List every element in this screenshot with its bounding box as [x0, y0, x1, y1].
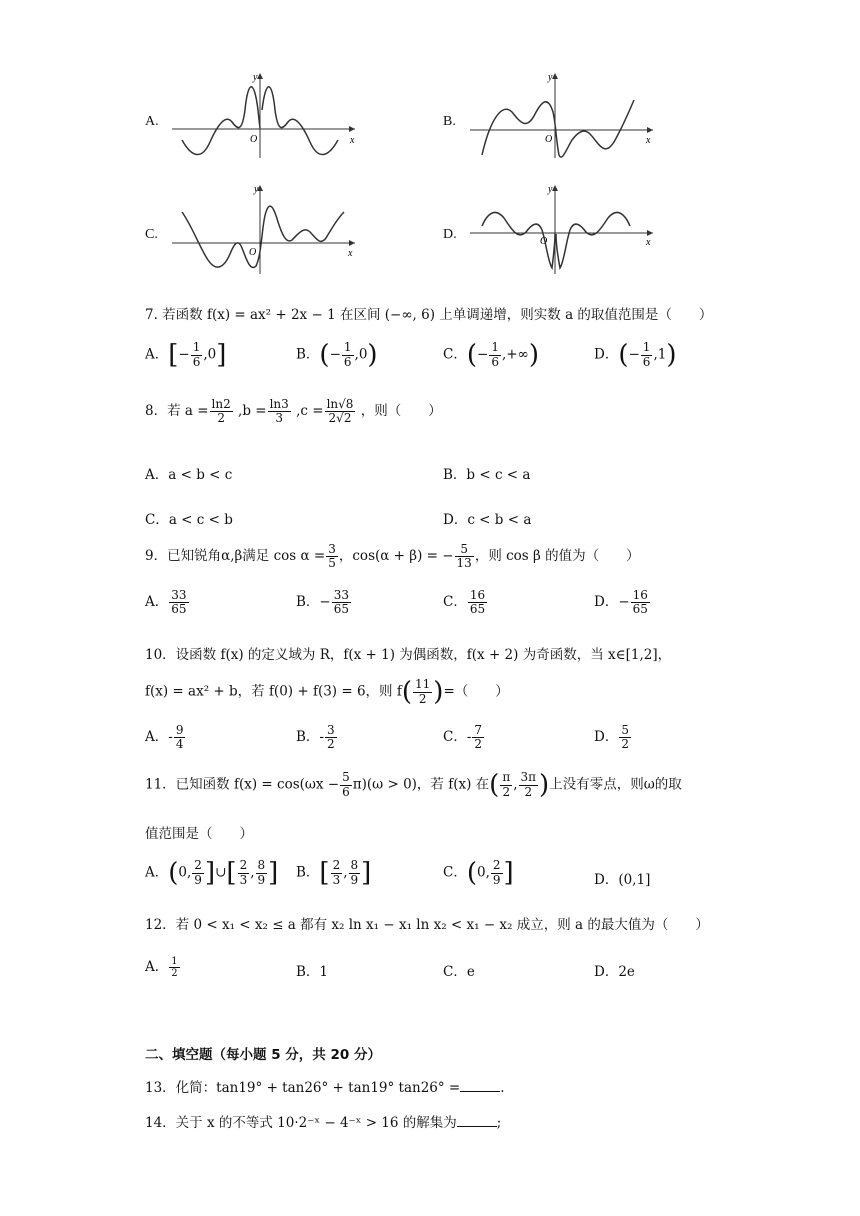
question-10-line1: 10．设函数 f(x) 的定义域为 R，f(x + 1) 为偶函数，f(x + 2) 为奇函数，当 x∈[1,2]， [145, 647, 672, 663]
q10-option-a: A．- $\frac{9}{4}$ [145, 723, 184, 752]
q8-option-a: A．a < b < c [145, 467, 233, 483]
svg-text:x: x [348, 248, 353, 259]
origin-label: O [250, 134, 258, 145]
graph-option-d-label: D. [443, 227, 457, 242]
q12-option-c: C．e [443, 964, 475, 980]
graph-option-b-label: B. [443, 114, 456, 129]
svg-text:x: x [646, 237, 651, 248]
question-7-stem: 7. 若函数 f(x) = ax² + 2x − 1 在区间 (−∞, 6) 上单调递增，则实数 a 的取值范围是（ ） [145, 307, 713, 323]
question-12-stem: 12．若 0 < x₁ < x₂ ≤ a 都有 x₂ ln x₁ − x₁ ln x₂ < x₁ − x₂ 成立，则 a 的最大值为（ ） [145, 917, 709, 933]
q7-option-a: A．[− $\frac{1}{6}$ ,0] [145, 340, 227, 370]
question-11-line1: 11．已知函数 f(x) = cos(ωx − $\frac{5}{6}$ π)(ω > 0)，若 f(x) 在( $\frac{\pi}{2}$ , $\frac{3\pi}{2}$ )上没有零点，则ω的取 [145, 770, 682, 800]
svg-text:y: y [548, 72, 553, 83]
axis-x-label: x [350, 135, 355, 146]
q8-option-b: B．b < c < a [443, 467, 531, 483]
axis-y-label: y [253, 72, 258, 83]
q11-option-d: D．(0,1] [594, 872, 651, 888]
q11-option-b: B．[ $\frac{2}{3}$ , $\frac{8}{9}$ ] [296, 858, 372, 888]
q7-option-b: B．(− $\frac{1}{6}$ ,0) [296, 340, 378, 370]
svg-text:O: O [540, 236, 548, 247]
question-11-line2: 值范围是（ ） [145, 826, 253, 842]
section-2-title: 二、填空题（每小题 5 分，共 20 分） [145, 1047, 381, 1063]
q9-option-b: B．− $\frac{33}{65}$ [296, 588, 350, 617]
graph-option-c-label: C. [145, 227, 158, 242]
svg-text:y: y [548, 184, 553, 195]
q11-option-a: A．(0, $\frac{2}{9}$ ]∪[ $\frac{2}{3}$ , $\frac{8}{9}$ ] [145, 858, 279, 888]
q7-option-d: D．(− $\frac{1}{6}$ ,1) [594, 340, 677, 370]
q8-option-c: C．a < c < b [145, 512, 233, 528]
q9-option-c: C． $\frac{16}{65}$ [443, 588, 486, 617]
q10-option-b: B．- $\frac{3}{2}$ [296, 723, 335, 752]
q12-option-d: D．2e [594, 964, 635, 980]
graph-option-a-label: A. [145, 114, 159, 129]
question-8-stem: 8．若 a = $\frac{\ln 2}{2}$ ,b = $\frac{\ln 3}{3}$ ,c = $\frac{\ln√8}{2√2}$ ，则（ ） [145, 397, 442, 426]
q8-option-d: D．c < b < a [443, 512, 532, 528]
answer-blank [457, 1114, 497, 1127]
q9-option-d: D．− $\frac{16}{65}$ [594, 588, 648, 617]
graph-b [468, 70, 658, 160]
svg-text:O: O [545, 134, 553, 145]
question-13-stem: 13．化简：tan19° + tan26° + tan19° tan26° = . [145, 1080, 505, 1096]
question-14-stem: 14．关于 x 的不等式 10·2⁻ˣ − 4⁻ˣ > 16 的解集为 ; [145, 1115, 502, 1131]
q7-option-c: C．(− $\frac{1}{6}$ ,+∞) [443, 340, 539, 370]
svg-text:O: O [249, 247, 257, 258]
question-9-stem: 9．已知锐角α,β满足 cos α = $\frac{3}{5}$ ，cos(α + β) = − $\frac{5}{13}$ ，则 cos β 的值为（ ） [145, 542, 640, 571]
answer-blank [460, 1079, 500, 1092]
q9-option-a: A． $\frac{33}{65}$ [145, 588, 187, 617]
q12-option-a: A． $\frac{1}{2}$ [145, 956, 178, 979]
graph-c [170, 182, 360, 276]
graph-d [468, 182, 658, 276]
q11-option-c: C．(0, $\frac{2}{9}$ ] [443, 858, 514, 888]
q12-option-b: B．1 [296, 964, 329, 980]
graph-a [170, 70, 360, 160]
q10-option-c: C．- $\frac{7}{2}$ [443, 723, 483, 752]
svg-text:y: y [254, 184, 259, 195]
q10-option-d: D． $\frac{5}{2}$ [594, 723, 629, 752]
svg-text:x: x [646, 135, 651, 146]
question-10-line2: f(x) = ax² + b，若 f(0) + f(3) = 6，则 f( $\frac{11}{2}$ )=（ ） [145, 677, 509, 707]
